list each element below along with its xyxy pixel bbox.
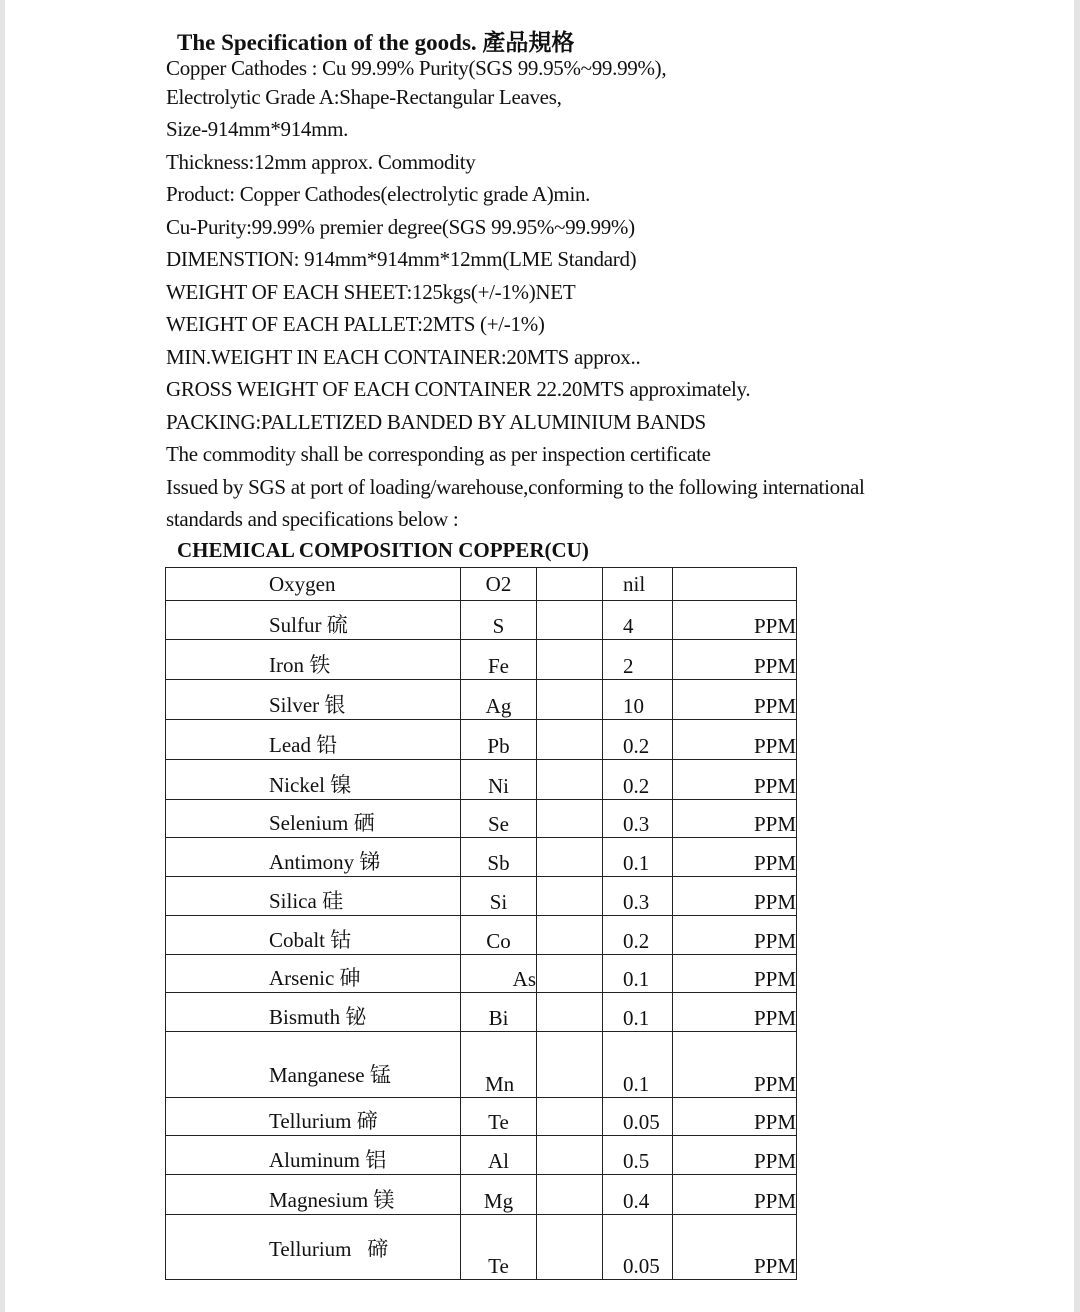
blank-cell <box>537 916 603 955</box>
spec-line: Electrolytic Grade A:Shape-Rectangular Leaves, <box>166 85 562 109</box>
element-symbol: Te <box>461 1215 537 1280</box>
element-name: Oxygen <box>269 571 336 596</box>
element-name-cell <box>166 1215 461 1280</box>
table-row <box>166 1032 797 1098</box>
element-symbol: Te <box>461 1098 537 1136</box>
spec-line: Issued by SGS at port of loading/warehouse,conforming to the following international <box>166 475 865 499</box>
element-unit: PPM <box>673 1136 797 1175</box>
table-row <box>166 1215 797 1280</box>
chemical-composition-title: CHEMICAL COMPOSITION COPPER(CU) <box>177 538 589 562</box>
element-name-cell <box>166 955 461 993</box>
element-value: 4 <box>603 601 673 640</box>
blank-cell <box>537 1098 603 1136</box>
element-unit: PPM <box>673 640 797 680</box>
element-symbol: Ni <box>461 760 537 800</box>
element-value: 0.4 <box>603 1175 673 1215</box>
element-name: Arsenic 砷 <box>269 966 361 990</box>
element-value: 0.05 <box>603 1098 673 1136</box>
element-value: 0.3 <box>603 800 673 838</box>
element-name: Silver 银 <box>269 693 346 717</box>
element-symbol: Pb <box>461 720 537 760</box>
element-value: 0.3 <box>603 877 673 916</box>
element-symbol: Fe <box>461 640 537 680</box>
table-row <box>166 568 797 601</box>
blank-cell <box>537 800 603 838</box>
element-unit: PPM <box>673 955 797 993</box>
element-name: Selenium 硒 <box>269 811 375 835</box>
table-row <box>166 955 797 993</box>
spec-line: Cu-Purity:99.99% premier degree(SGS 99.95%~99.99%) <box>166 215 635 239</box>
element-name: Sulfur 硫 <box>269 613 348 637</box>
element-unit: PPM <box>673 760 797 800</box>
element-unit: PPM <box>673 993 797 1032</box>
element-value: 0.5 <box>603 1136 673 1175</box>
blank-cell <box>537 720 603 760</box>
blank-cell <box>537 838 603 877</box>
element-value: 0.1 <box>603 955 673 993</box>
element-name: Tellurium 碲 <box>269 1109 378 1133</box>
element-name-cell <box>166 680 461 720</box>
element-name: Antimony 锑 <box>269 850 381 874</box>
element-symbol: Ag <box>461 680 537 720</box>
spec-line: WEIGHT OF EACH PALLET:2MTS (+/-1%) <box>166 312 545 336</box>
blank-cell <box>537 601 603 640</box>
element-name: Magnesium 镁 <box>269 1188 395 1212</box>
element-value: 0.1 <box>603 993 673 1032</box>
table-row <box>166 601 797 640</box>
blank-cell <box>537 640 603 680</box>
blank-cell <box>537 1215 603 1280</box>
table-row <box>166 877 797 916</box>
element-unit <box>673 568 797 601</box>
spec-line: PACKING:PALLETIZED BANDED BY ALUMINIUM BANDS <box>166 410 706 434</box>
element-name: Aluminum 铝 <box>269 1148 387 1172</box>
element-unit: PPM <box>673 680 797 720</box>
element-name: Cobalt 钴 <box>269 928 352 952</box>
element-symbol: As <box>461 955 537 993</box>
spec-line: The commodity shall be corresponding as per inspection certificate <box>166 442 711 466</box>
spec-line: Copper Cathodes : Cu 99.99% Purity(SGS 99.95%~99.99%), <box>166 56 667 80</box>
element-name-cell <box>166 1032 461 1098</box>
element-name-cell <box>166 1136 461 1175</box>
element-name-cell <box>166 640 461 680</box>
table-row <box>166 1175 797 1215</box>
element-name-cell <box>166 760 461 800</box>
page-edge-right <box>1074 0 1080 1312</box>
element-unit: PPM <box>673 1175 797 1215</box>
element-name: Lead 铅 <box>269 733 338 757</box>
element-name: Bismuth 铋 <box>269 1005 367 1029</box>
element-name-cell <box>166 877 461 916</box>
blank-cell <box>537 1136 603 1175</box>
element-name-cell <box>166 993 461 1032</box>
table-row <box>166 993 797 1032</box>
element-value: 2 <box>603 640 673 680</box>
element-value: 0.2 <box>603 916 673 955</box>
element-name: Tellurium 碲 <box>269 1237 389 1261</box>
spec-line: Product: Copper Cathodes(electrolytic grade A)min. <box>166 182 591 206</box>
element-symbol: Mg <box>461 1175 537 1215</box>
element-value: 0.2 <box>603 720 673 760</box>
element-unit: PPM <box>673 916 797 955</box>
blank-cell <box>537 1032 603 1098</box>
document-title: The Specification of the goods. 產品規格 <box>177 30 575 55</box>
spec-line: standards and specifications below : <box>166 507 459 531</box>
element-unit: PPM <box>673 877 797 916</box>
table-row <box>166 800 797 838</box>
element-unit: PPM <box>673 1215 797 1280</box>
element-value: nil <box>603 568 673 601</box>
table-row <box>166 640 797 680</box>
page-edge-left <box>0 0 5 1312</box>
table-row <box>166 1136 797 1175</box>
element-name: Nickel 镍 <box>269 773 352 797</box>
element-symbol: O2 <box>461 568 537 601</box>
blank-cell <box>537 955 603 993</box>
blank-cell <box>537 1175 603 1215</box>
element-value: 0.2 <box>603 760 673 800</box>
blank-cell <box>537 877 603 916</box>
spec-line: Thickness:12mm approx. Commodity <box>166 150 476 174</box>
element-name: Silica 硅 <box>269 889 344 913</box>
element-value: 0.05 <box>603 1215 673 1280</box>
table-row <box>166 720 797 760</box>
spec-line: GROSS WEIGHT OF EACH CONTAINER 22.20MTS approximately. <box>166 377 751 401</box>
element-name-cell <box>166 800 461 838</box>
table-row <box>166 1098 797 1136</box>
blank-cell <box>537 680 603 720</box>
element-name-cell <box>166 720 461 760</box>
element-name-cell <box>166 601 461 640</box>
blank-cell <box>537 568 603 601</box>
element-name: Manganese 锰 <box>269 1063 391 1087</box>
element-value: 0.1 <box>603 838 673 877</box>
element-symbol: Se <box>461 800 537 838</box>
element-symbol: Mn <box>461 1032 537 1098</box>
element-value: 0.1 <box>603 1032 673 1098</box>
table-row <box>166 838 797 877</box>
element-symbol: Bi <box>461 993 537 1032</box>
table-row <box>166 760 797 800</box>
element-symbol: Si <box>461 877 537 916</box>
element-value: 10 <box>603 680 673 720</box>
element-unit: PPM <box>673 1032 797 1098</box>
table-row <box>166 680 797 720</box>
element-name-cell <box>166 838 461 877</box>
spec-line: WEIGHT OF EACH SHEET:125kgs(+/-1%)NET <box>166 280 576 304</box>
table-row <box>166 916 797 955</box>
element-name: Iron 铁 <box>269 653 331 677</box>
element-unit: PPM <box>673 800 797 838</box>
element-unit: PPM <box>673 720 797 760</box>
element-name-cell <box>166 916 461 955</box>
spec-line: MIN.WEIGHT IN EACH CONTAINER:20MTS approx.. <box>166 345 641 369</box>
blank-cell <box>537 993 603 1032</box>
element-symbol: Co <box>461 916 537 955</box>
element-symbol: S <box>461 601 537 640</box>
composition-table <box>165 567 797 1280</box>
blank-cell <box>537 760 603 800</box>
element-name-cell <box>166 568 461 601</box>
element-unit: PPM <box>673 1098 797 1136</box>
spec-line: DIMENSTION: 914mm*914mm*12mm(LME Standard) <box>166 247 637 271</box>
element-unit: PPM <box>673 838 797 877</box>
element-name-cell <box>166 1175 461 1215</box>
spec-line: Size-914mm*914mm. <box>166 117 349 141</box>
element-symbol: Sb <box>461 838 537 877</box>
element-unit: PPM <box>673 601 797 640</box>
element-name-cell <box>166 1098 461 1136</box>
element-symbol: Al <box>461 1136 537 1175</box>
